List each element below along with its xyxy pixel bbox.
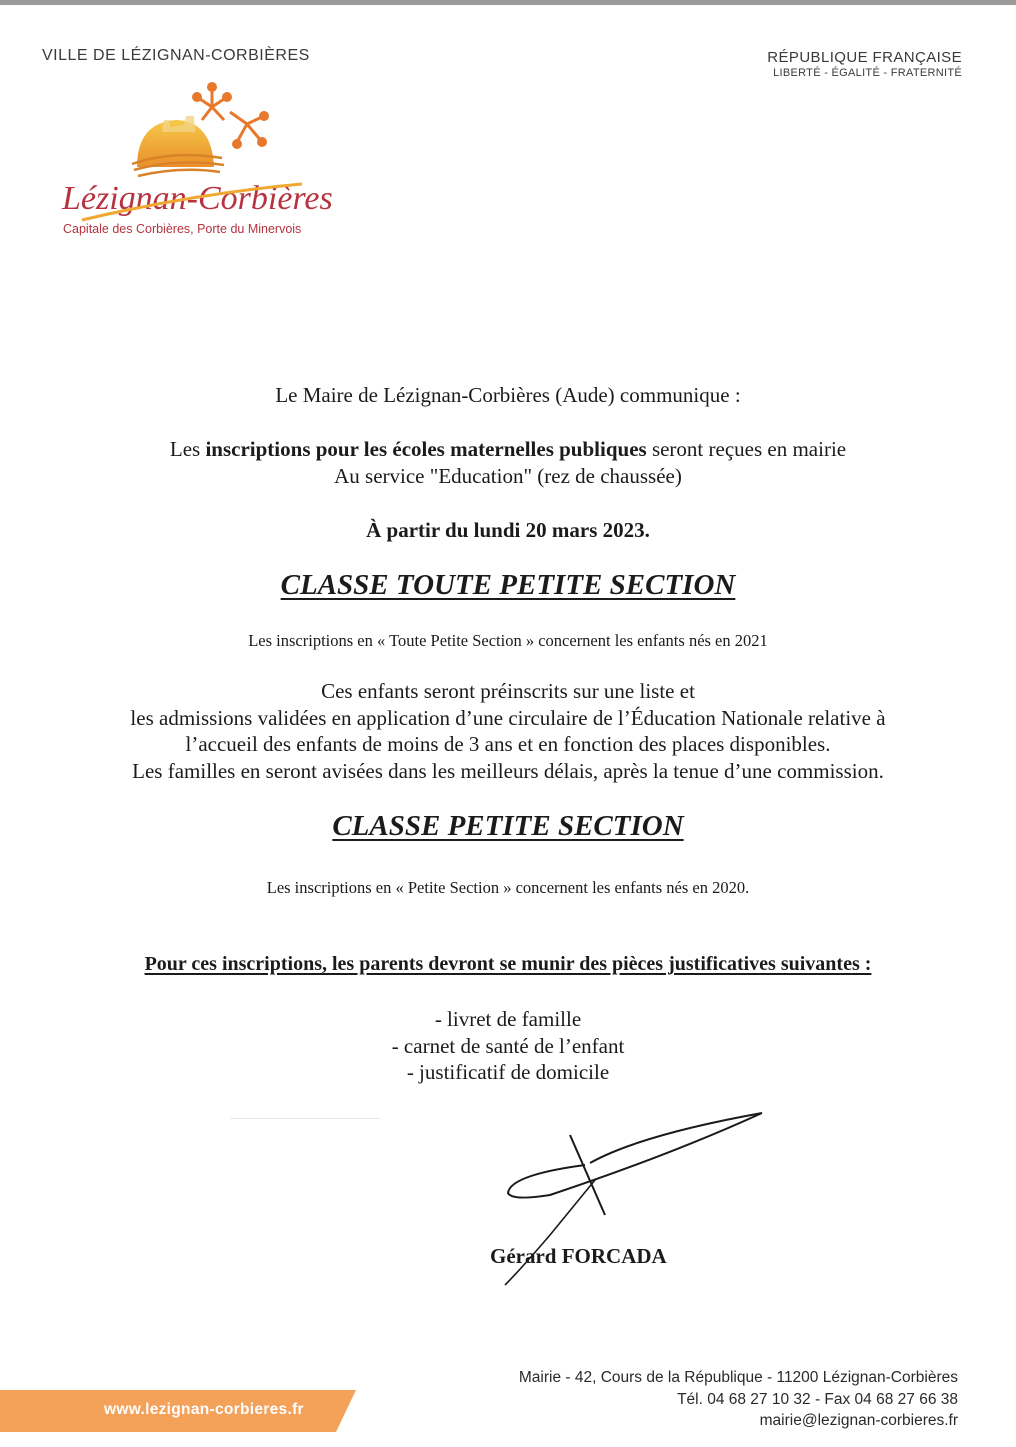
inscription-line (0, 437, 1016, 462)
footer-contact (519, 1367, 958, 1432)
heading-petite-section: CLASSE PETITE SECTION (332, 810, 684, 842)
list-item: - livret de famille (434, 1007, 582, 1031)
inscription-line-start: Les (169, 437, 206, 461)
footer-phone: Tél. 04 68 27 10 32 - Fax 04 68 27 66 38 (677, 1390, 958, 1408)
footer-email[interactable]: mairie@lezignan-corbieres.fr (759, 1412, 958, 1429)
documents-list (0, 1006, 1016, 1086)
inscription-line-end: seront reçues en mairie (646, 437, 847, 461)
paragraph-line: Ces enfants seront préinscrits sur une liste et (321, 679, 695, 703)
tps-note: Les inscriptions en « Toute Petite Section » concernent les enfants nés en 2021 (248, 631, 768, 650)
paragraph-line: l’accueil des enfants de moins de 3 ans et en fonction des places disponibles. (185, 732, 831, 756)
town-name: VILLE DE LÉZIGNAN-CORBIÈRES (42, 47, 310, 64)
website-link[interactable]: www.lezignan-corbieres.fr (104, 1401, 304, 1418)
paragraph-line: Les familles en seront avisées dans les meilleurs délais, après la tenue d’une commission. (132, 758, 884, 783)
ps-note: Les inscriptions en « Petite Section » concernent les enfants nés en 2020. (266, 878, 750, 897)
documents-title: Pour ces inscriptions, les parents devront se munir des pièces justificatives suivantes : (144, 953, 872, 975)
signatory-name: Gérard FORCADA (490, 1244, 667, 1268)
intro-line: Le Maire de Lézignan-Corbières (Aude) communique : (275, 383, 741, 407)
tps-paragraph (0, 678, 1016, 784)
republic-block (767, 49, 962, 79)
republic-motto: LIBERTÉ - ÉGALITÉ - FRATERNITÉ (773, 67, 962, 79)
scan-artifact-line (230, 1118, 380, 1119)
logo-wordmark: Lézignan-Corbières (62, 180, 333, 217)
town-logo (52, 72, 342, 247)
start-date: À partir du lundi 20 mars 2023. (366, 518, 650, 542)
top-border (0, 0, 1016, 5)
republic-title: RÉPUBLIQUE FRANÇAISE (767, 49, 962, 66)
heading-toute-petite-section: CLASSE TOUTE PETITE SECTION (280, 569, 736, 601)
logo-tagline: Capitale des Corbières, Porte du Minervois (63, 222, 302, 236)
paragraph-line: les admissions validées en application d’une circulaire de l’Éducation Nationale relative à (130, 705, 886, 730)
inscription-line-bold: inscriptions pour les écoles maternelles publiques (205, 437, 647, 461)
list-item: - justificatif de domicile (406, 1060, 610, 1084)
footer-address: Mairie - 42, Cours de la République - 11200 Lézignan-Corbières (518, 1369, 958, 1386)
service-line: Au service "Education" (rez de chaussée) (334, 464, 682, 488)
list-item: - carnet de santé de l’enfant (391, 1033, 625, 1058)
